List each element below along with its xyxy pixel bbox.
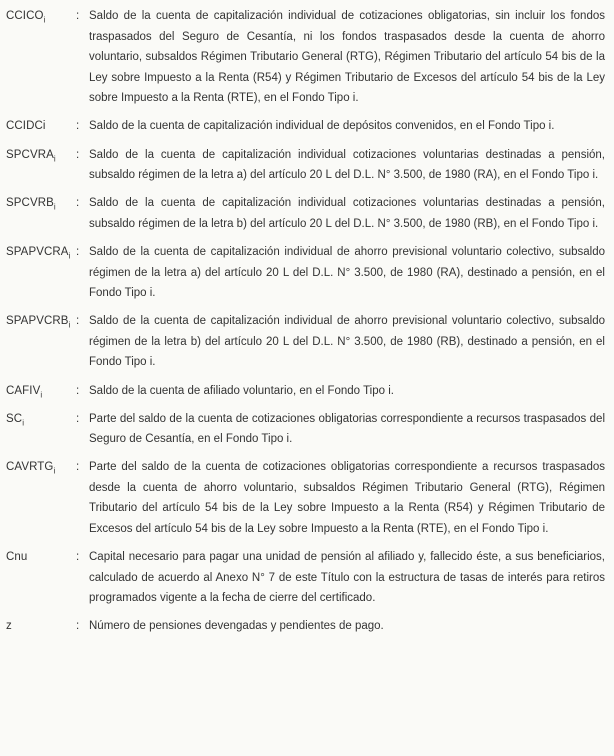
term-symbol: SPCVRB: [6, 197, 54, 210]
definition-separator: :: [76, 620, 80, 633]
definition-entry-cnu: [6, 547, 605, 609]
term-subscript: i: [53, 202, 56, 212]
definition-text: Saldo de la cuenta de capitalización individual de ahorro previsional voluntario colectivo, subsaldo régimen de la letra a) del artículo 20 L del D.L. N° 3.500, de 1980 (RA), destinado a pensión, en el Fondo Tipo i.: [89, 245, 605, 300]
term-symbol: CAFIV: [6, 384, 41, 397]
definition-text: Saldo de la cuenta de afiliado voluntario, en el Fondo Tipo i.: [89, 384, 394, 397]
term-symbol: SPAPVCRB: [6, 315, 69, 328]
term-subscript: i: [53, 153, 56, 163]
term-subscript: i: [40, 389, 43, 399]
term-subscript: i: [53, 466, 56, 476]
definition-separator: :: [76, 120, 80, 133]
definition-entry-z: [6, 616, 605, 637]
definition-separator: :: [76, 551, 80, 564]
definition-text: Saldo de la cuenta de capitalización individual de ahorro previsional voluntario colectivo, subsaldo régimen de la letra b) del artículo 20 L del D.L. N° 3.500, de 1980 (RB), destinado a pensión, en el Fondo Tipo i.: [89, 315, 605, 369]
definition-text: Parte del saldo de la cuenta de cotizaciones obligatorias correspondiente a recursos traspasados del Seguro de Cesantía, en el Fondo Tipo i.: [89, 412, 605, 446]
term-label: [6, 547, 76, 568]
term-label: [6, 457, 76, 478]
term-subscript: i: [68, 320, 71, 330]
term-subscript: i: [68, 251, 71, 261]
definition-text: Saldo de la cuenta de capitalización individual de depósitos convenidos, en el Fondo Tipo i.: [89, 120, 555, 133]
term-label: [6, 381, 76, 402]
definition-entry-ccidci: [6, 116, 605, 137]
definition-separator: :: [76, 412, 80, 425]
term-label: [6, 616, 76, 637]
definition-text: Saldo de la cuenta de capitalización individual de cotizaciones obligatorias, sin incluir los fondos traspasados del Seguro de Cesantía, ni los fondos traspasados desde la cuenta de ahorro voluntario, subsaldos Régimen Tributario General (RTG), Régimen Tributario del artículo 54 bis de la Ley sobre Impuesto a la Renta (R54) y Régimen Tributario de Excesos del artículo 54 bis de la Ley sobre Impuesto a la Renta (RTE), en el Fondo Tipo i.: [89, 10, 605, 105]
term-label: [6, 311, 76, 332]
definition-text: Capital necesario para pagar una unidad de pensión al afiliado y, fallecido éste, a sus beneficiarios, calculado de acuerdo al Anexo N° 7 de este Título con la estructura de tasas de interés para retiros programados vigente a la fecha de cierre del certificado.: [89, 551, 605, 605]
term-label: [6, 409, 76, 430]
term-symbol: z: [6, 620, 12, 633]
definition-entry-sc: [6, 409, 605, 450]
term-label: [6, 193, 76, 214]
term-label: [6, 145, 76, 166]
term-symbol: CAVRTG: [6, 461, 54, 474]
term-label: [6, 116, 76, 137]
definition-text: Parte del saldo de la cuenta de cotizaciones obligatorias correspondiente a recursos traspasados desde la cuenta de ahorro voluntario, subsaldos Régimen Tributario General (RTG), Régimen Tributario del artículo 54 bis de la Ley sobre Impuesto a la Renta (R54) y Régimen Tributario de Excesos del artículo 54 bis de la Ley sobre Impuesto a la Renta (RTE), en el Fondo Tipo i.: [89, 461, 605, 536]
term-symbol: SPCVRA: [6, 148, 54, 161]
definition-separator: :: [76, 315, 80, 328]
definition-separator: :: [76, 384, 80, 397]
term-label: [6, 242, 76, 263]
definition-entry-spcvrb: [6, 193, 605, 234]
term-symbol: Cnu: [6, 551, 28, 564]
term-symbol: CCIDCi: [6, 120, 46, 133]
term-subscript: i: [43, 15, 46, 25]
term-symbol: SPAPVCRA: [6, 245, 69, 258]
definition-text: Saldo de la cuenta de capitalización individual cotizaciones voluntarias destinadas a pensión, subsaldo régimen de la letra a) del artículo 20 L del D.L. N° 3.500, de 1980 (RA), en el Fondo Tipo i.: [89, 148, 605, 182]
term-label: [6, 6, 76, 27]
definition-separator: :: [76, 148, 80, 161]
definition-entry-cavrtg: [6, 457, 605, 539]
definition-separator: :: [76, 461, 80, 474]
definition-entry-spcvra: [6, 145, 605, 186]
definition-entry-ccico: [6, 6, 605, 109]
definition-text: Número de pensiones devengadas y pendientes de pago.: [89, 620, 384, 633]
definition-separator: :: [76, 245, 80, 258]
definition-entry-spapvcrb: [6, 311, 605, 373]
definition-separator: :: [76, 197, 80, 210]
definition-separator: :: [76, 10, 80, 22]
term-symbol: SC: [6, 412, 23, 425]
term-symbol: CCICO: [6, 10, 44, 22]
definition-entry-cafiv: [6, 381, 605, 402]
definition-text: Saldo de la cuenta de capitalización individual cotizaciones voluntarias destinadas a pensión, subsaldo régimen de la letra b) del artículo 20 L del D.L. N° 3.500, de 1980 (RB), en el Fondo Tipo i.: [89, 197, 605, 230]
definition-entry-spapvcra: [6, 242, 605, 304]
term-subscript: i: [22, 417, 25, 427]
